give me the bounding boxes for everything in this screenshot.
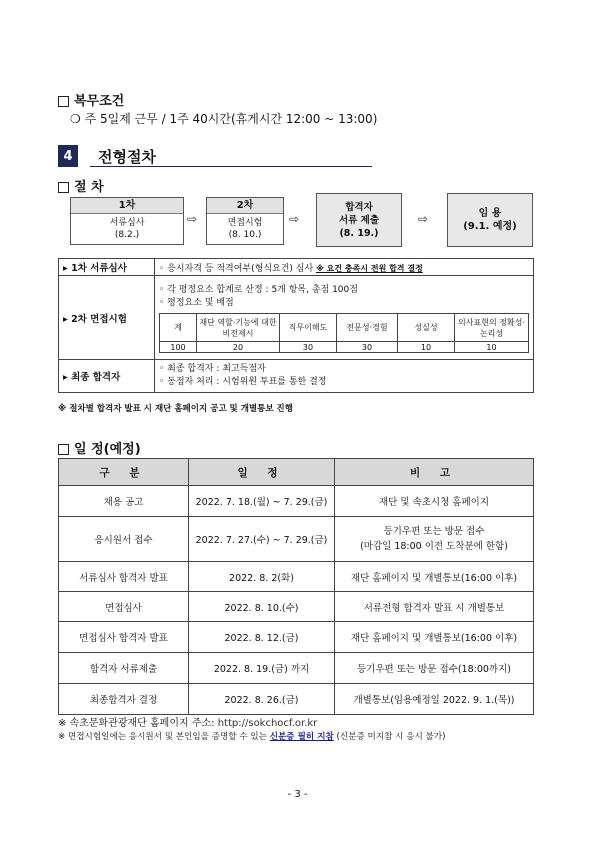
page-number: - 3 - — [287, 789, 308, 800]
score-header-row — [160, 314, 529, 342]
schedule-note — [335, 517, 534, 562]
stage-label: ▸ 1차 서류심사 — [59, 259, 155, 276]
schedule-date: 2022. 7. 18.(월) ~ 7. 29.(금) — [189, 486, 335, 517]
table-row — [59, 562, 534, 592]
step-line1: 서류 제출 — [338, 214, 379, 226]
score-header: 계 — [160, 314, 197, 342]
stage-line: ◦ 평정요소 및 배점 — [159, 298, 234, 308]
table-row — [59, 360, 534, 393]
schedule-note: 재단 홈페이지 및 개별통보(16:00 이후) — [335, 562, 534, 592]
service-detail-text: 주 5일제 근무 / 1주 40시간(휴게시간 12:00 ~ 13:00) — [84, 112, 378, 126]
process-step-1 — [70, 197, 184, 245]
schedule-date: 2022. 8. 12.(금) — [189, 622, 335, 653]
table-row — [59, 684, 534, 715]
stage-line: ◦ 최종 합격자 : 최고득점자 — [159, 364, 266, 374]
table-row — [59, 653, 534, 684]
score-header: 직무이해도 — [280, 314, 337, 342]
table-row — [59, 592, 534, 622]
table-header-row — [59, 459, 534, 486]
arrow-right-icon: ⇨ — [289, 212, 300, 226]
schedule-note: 등기우편 또는 방문 접수(18:00까지) — [335, 653, 534, 684]
schedule-date: 2022. 8. 10.(수) — [189, 592, 335, 622]
note-text: (신분증 미지참 시 응시 불가) — [336, 732, 446, 742]
schedule-item: 면접심사 합격자 발표 — [59, 622, 189, 653]
schedule-heading — [58, 438, 141, 457]
schedule-date: 2022. 7. 27.(수) ~ 7. 29.(금) — [189, 517, 335, 562]
step-line1: 서류심사 — [109, 218, 145, 228]
score-value: 20 — [197, 342, 280, 353]
table-row — [59, 517, 534, 562]
note-text: ※ 속초문화관광재단 홈페이지 주소: — [58, 718, 215, 729]
schedule-heading-text: 일 정(예정) — [74, 442, 141, 457]
schedule-table — [58, 458, 534, 715]
service-heading-text: 복무조건 — [74, 94, 125, 109]
note-homepage — [58, 714, 317, 729]
score-value: 10 — [455, 342, 529, 353]
column-header: 일 정 — [189, 459, 335, 486]
step-line2: (8. 19.) — [339, 227, 379, 239]
stage-label: ▸ 최종 합격자 — [59, 360, 155, 393]
square-bullet-icon — [58, 96, 69, 107]
schedule-date: 2022. 8. 19.(금) 까지 — [189, 653, 335, 684]
column-header: 비 고 — [335, 459, 534, 486]
arrow-right-icon: ⇨ — [187, 212, 198, 226]
score-value-row — [160, 342, 529, 353]
stage-content — [155, 360, 534, 393]
schedule-item: 응시원서 접수 — [59, 517, 189, 562]
process-step-4 — [447, 193, 533, 247]
schedule-note: 재단 홈페이지 및 개별통보(16:00 이후) — [335, 622, 534, 653]
step-head: 1차 — [71, 198, 183, 214]
arrow-right-icon: ⇨ — [418, 212, 429, 226]
homepage-link[interactable]: http://sokchocf.or.kr — [217, 718, 318, 729]
schedule-item: 서류심사 합격자 발표 — [59, 562, 189, 592]
schedule-note: 재단 및 속초시청 홈페이지 — [335, 486, 534, 517]
schedule-note: 개별통보(임용예정일 2022. 9. 1.(목)) — [335, 684, 534, 715]
section-underline — [90, 166, 372, 167]
score-value: 100 — [160, 342, 197, 353]
step-head: 합격자 — [345, 201, 373, 213]
score-value: 10 — [398, 342, 455, 353]
schedule-item: 합격자 서류제출 — [59, 653, 189, 684]
stage-line: ◦ 각 평정요소 합계로 산정 : 5개 항목, 총점 100점 — [159, 285, 358, 295]
schedule-note: 서류전형 합격자 발표 시 개별통보 — [335, 592, 534, 622]
schedule-note-line: 등기우편 또는 방문 접수 — [383, 526, 485, 537]
score-header: 재단 역할·기능에 대한 비전제시 — [197, 314, 280, 342]
schedule-item: 면접심사 — [59, 592, 189, 622]
stage-line: ◦ 동점자 처리 : 시험위원 투표를 통한 결정 — [159, 377, 327, 387]
stage-text: ◦ 응시자격 등 적격여부(형식요건) 심사 — [159, 263, 314, 274]
score-header: 의사표현의 정확성·논리성 — [455, 314, 529, 342]
service-heading — [58, 90, 124, 109]
table-row — [59, 276, 534, 360]
stage-label: ▸ 2차 면접시험 — [59, 276, 155, 360]
step-line1: 면접시험 — [227, 218, 263, 228]
section-title: 전형절차 — [98, 148, 156, 166]
score-value: 30 — [280, 342, 337, 353]
score-value: 30 — [337, 342, 398, 353]
note-text: ※ 면접시험일에는 응시원서 및 본인임을 증명할 수 있는 — [58, 732, 267, 742]
square-bullet-icon — [58, 444, 69, 455]
schedule-item: 최종합격자 결정 — [59, 684, 189, 715]
service-detail — [70, 110, 377, 127]
procedure-heading — [58, 176, 104, 195]
table-row — [59, 486, 534, 517]
note-id-card — [58, 730, 446, 742]
step-line2: (9.1. 예정) — [463, 221, 517, 232]
stage-content — [155, 259, 534, 276]
stage-note: ※ 요건 충족시 전원 합격 결정 — [316, 263, 423, 273]
column-header: 구 분 — [59, 459, 189, 486]
step-line2: (8. 10.) — [228, 230, 262, 240]
note-emphasis: 신분증 필히 지참 — [269, 732, 334, 742]
process-step-3 — [316, 193, 402, 247]
step-line2: (8.2.) — [114, 230, 140, 240]
circle-bullet-icon: ❍ — [70, 112, 81, 126]
score-header: 성실성 — [398, 314, 455, 342]
schedule-item: 채용 공고 — [59, 486, 189, 517]
procedure-heading-text: 절 차 — [74, 180, 104, 195]
stage-content — [155, 276, 534, 360]
section-number: 4 — [58, 145, 78, 167]
score-table — [159, 313, 529, 353]
step-line1: 임 용 — [478, 208, 502, 219]
square-bullet-icon — [58, 182, 69, 193]
score-header: 전문성·경험 — [337, 314, 398, 342]
schedule-note-line: (마감일 18:00 이전 도착분에 한함) — [360, 541, 508, 552]
schedule-date: 2022. 8. 2(화) — [189, 562, 335, 592]
stages-table — [58, 258, 534, 393]
table-row — [59, 622, 534, 653]
schedule-date: 2022. 8. 26.(금) — [189, 684, 335, 715]
process-step-2 — [206, 197, 284, 245]
step-head: 2차 — [207, 198, 283, 214]
stages-footnote: ※ 절차별 합격자 발표 시 재단 홈페이지 공고 및 개별통보 진행 — [58, 404, 293, 414]
table-row — [59, 259, 534, 276]
